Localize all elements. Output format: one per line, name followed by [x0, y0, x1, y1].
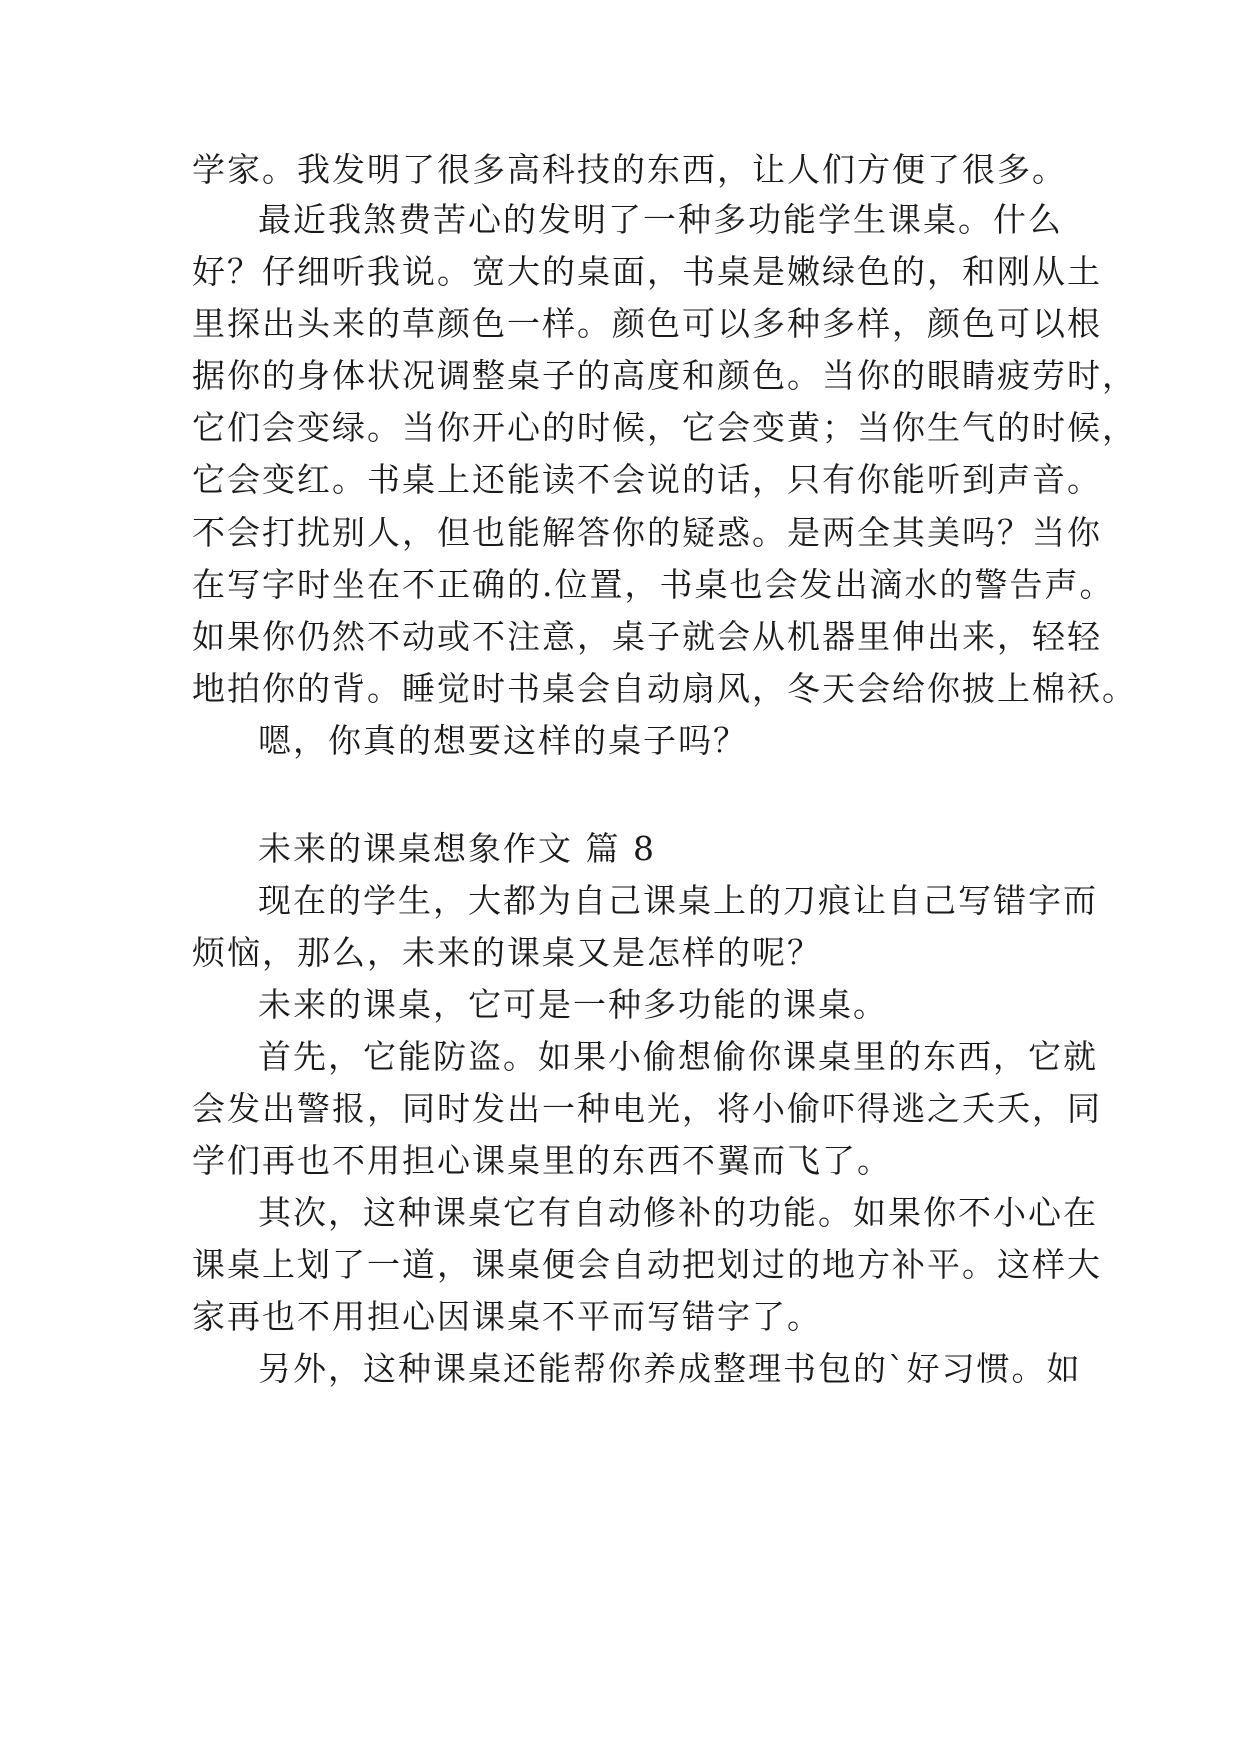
text-line: 烦恼，那么，未来的课桌又是怎样的呢？: [192, 933, 822, 972]
text-line: 据你的身体状况调整桌子的高度和颜色。当你的眼睛疲劳时，: [192, 356, 1137, 395]
text-line: 它们会变绿。当你开心的时候，它会变黄；当你生气的时候，: [192, 408, 1137, 447]
text-line: 学们再也不用担心课桌里的东西不翼而飞了。: [192, 1141, 892, 1180]
text-line: 地拍你的背。睡觉时书桌会自动扇风，冬天会给你披上棉袄。: [192, 669, 1137, 708]
text-line: 里探出头来的草颜色一样。颜色可以多种多样，颜色可以根: [192, 304, 1102, 343]
paragraph-start: 其次，这种课桌它有自动修补的功能。如果你不小心在: [258, 1193, 1098, 1232]
text-line: 课桌上划了一道，课桌便会自动把划过的地方补平。这样大: [192, 1245, 1102, 1284]
text-line: 好？仔细听我说。宽大的桌面，书桌是嫩绿色的，和刚从土: [192, 252, 1102, 291]
paragraph-start: 嗯，你真的想要这样的桌子吗？: [258, 721, 748, 760]
paragraph-start: 另外，这种课桌还能帮你养成整理书包的`好习惯。如: [258, 1349, 1082, 1388]
text-line: 不会打扰别人，但也能解答你的疑惑。是两全其美吗？当你: [192, 513, 1102, 552]
paragraph-start: 最近我煞费苦心的发明了一种多功能学生课桌。什么: [258, 200, 1063, 239]
text-line: 学家。我发明了很多高科技的东西，让人们方便了很多。: [192, 150, 1067, 189]
text-line: 如果你仍然不动或不注意，桌子就会从机器里伸出来，轻轻: [192, 617, 1102, 656]
text-line: 会发出警报，同时发出一种电光，将小偷吓得逃之夭夭，同: [192, 1089, 1102, 1128]
section-heading: 未来的课桌想象作文 篇 8: [258, 829, 656, 868]
paragraph-start: 首先，它能防盗。如果小偷想偷你课桌里的东西，它就: [258, 1037, 1098, 1076]
text-line: 家再也不用担心因课桌不平而写错字了。: [192, 1297, 822, 1336]
paragraph-start: 现在的学生，大都为自己课桌上的刀痕让自己写错字而: [258, 881, 1098, 920]
paragraph-start: 未来的课桌，它可是一种多功能的课桌。: [258, 985, 888, 1024]
text-line: 它会变红。书桌上还能读不会说的话，只有你能听到声音。: [192, 460, 1102, 499]
text-line: 在写字时坐在不正确的.位置，书桌也会发出滴水的警告声。: [192, 565, 1115, 604]
